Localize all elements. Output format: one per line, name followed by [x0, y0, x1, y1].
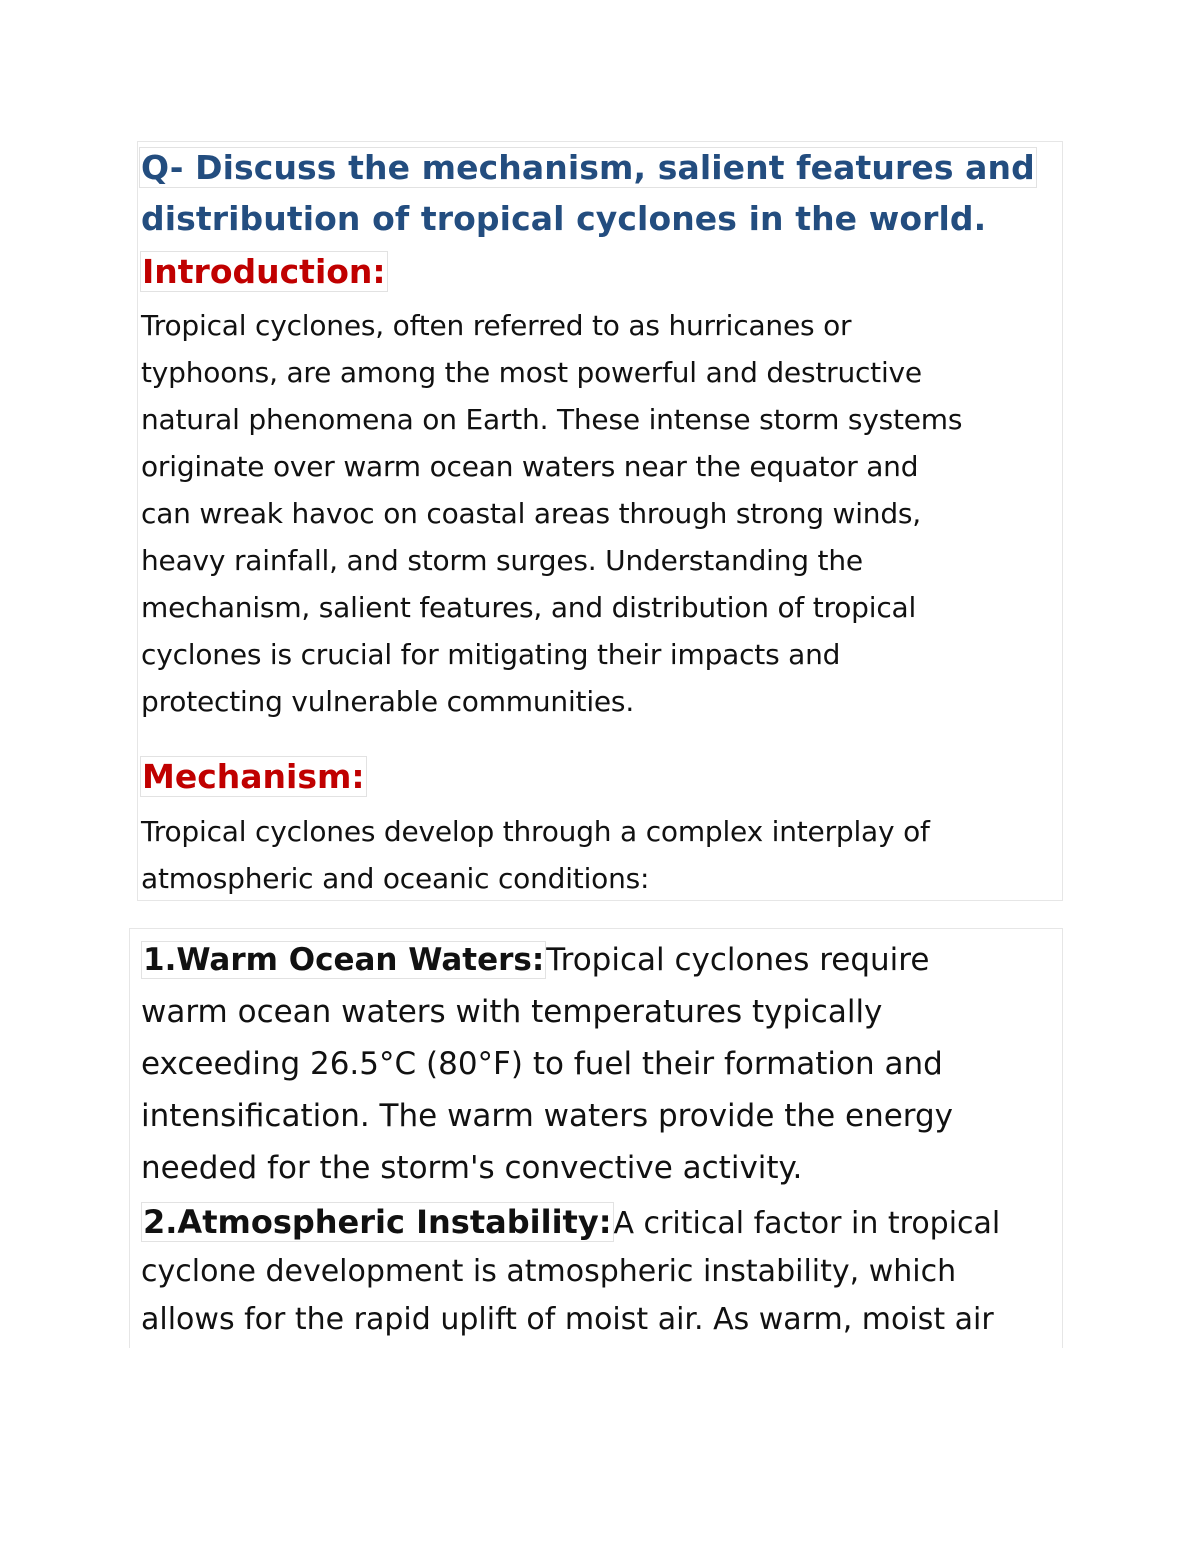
point-warm-ocean-waters — [141, 934, 953, 1194]
point-line: exceeding 26.5°C (80°F) to fuel their formation and — [141, 1046, 943, 1082]
point-line: warm ocean waters with temperatures typically — [141, 994, 883, 1030]
introduction-line: protecting vulnerable communities. — [141, 685, 635, 718]
introduction-line: can wreak havoc on coastal areas through strong winds, — [141, 497, 922, 530]
mechanism-heading: Mechanism: — [142, 757, 365, 796]
mechanism-line: Tropical cyclones develop through a complex interplay of — [141, 815, 930, 848]
introduction-paragraph — [141, 302, 962, 725]
point-first-line — [141, 1198, 1000, 1248]
point-text: Tropical cyclones require — [546, 942, 930, 978]
point-first-line — [141, 934, 953, 986]
point-line: needed for the storm's convective activity. — [141, 1150, 803, 1186]
point-line: cyclone development is atmospheric instability, which — [141, 1254, 957, 1289]
point-line: intensification. The warm waters provide the energy — [141, 1098, 954, 1134]
introduction-heading: Introduction: — [142, 252, 386, 291]
point-text: A critical factor in tropical — [613, 1206, 1001, 1241]
introduction-line: heavy rainfall, and storm surges. Understanding the — [141, 544, 863, 577]
mechanism-line: atmospheric and oceanic conditions: — [141, 862, 650, 895]
introduction-line: Tropical cyclones, often referred to as hurricanes or — [141, 309, 852, 342]
introduction-line: originate over warm ocean waters near the equator and — [141, 450, 919, 483]
mechanism-paragraph — [141, 808, 930, 902]
point-heading: 1.Warm Ocean Waters: — [143, 942, 545, 978]
introduction-line: cyclones is crucial for mitigating their impacts and — [141, 638, 841, 671]
point-line: allows for the rapid uplift of moist air. As warm, moist air — [141, 1302, 994, 1337]
introduction-line: mechanism, salient features, and distribution of tropical — [141, 591, 917, 624]
introduction-line: natural phenomena on Earth. These intense storm systems — [141, 403, 963, 436]
point-heading: 2.Atmospheric Instability: — [143, 1203, 612, 1241]
introduction-line: typhoons, are among the most powerful and destructive — [141, 356, 922, 389]
question-title-line-2: distribution of tropical cyclones in the world. — [141, 199, 987, 238]
point-atmospheric-instability — [141, 1198, 1000, 1344]
question-title-line-1: Q- Discuss the mechanism, salient features and — [141, 148, 1035, 187]
